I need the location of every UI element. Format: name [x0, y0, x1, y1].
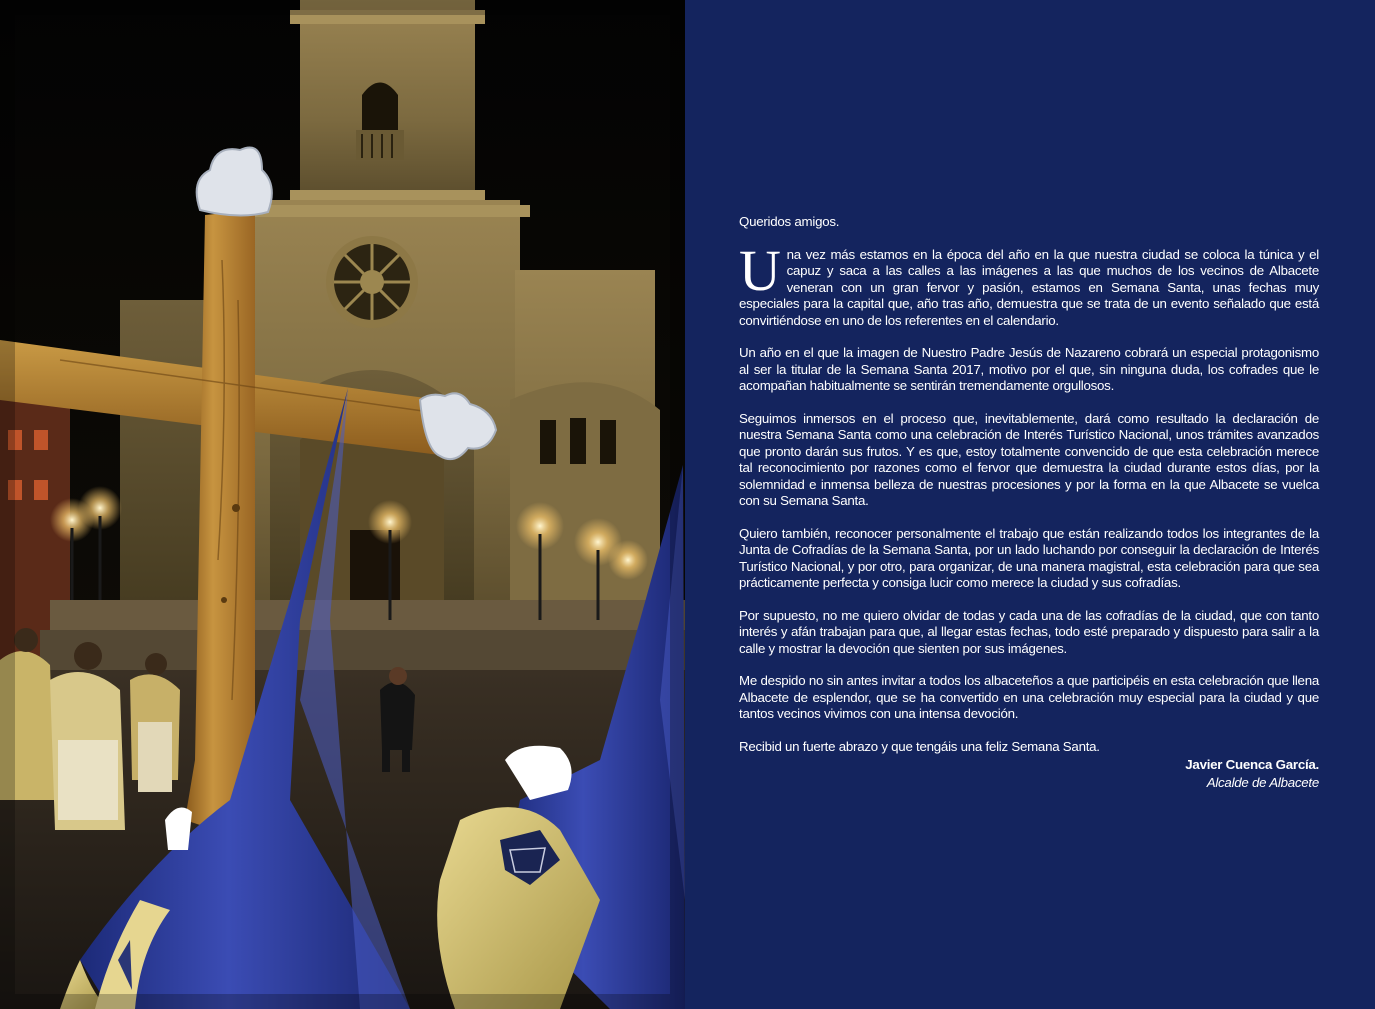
procession-photo [0, 0, 685, 1009]
letter-paragraph-1-text: na vez más estamos en la época del año en la que nuestra ciudad se coloca la túnica y el capuz y saca a las calles a las imágenes a las que muchos de los vecinos de Albacete veneran con un gran fervor y pasión, estamos en Semana Santa, unas fechas muy especiales para la capital que, año tras año, demuestra que se trata de un evento señalado que está convirtiéndose en uno de los referentes en el calendario. [739, 246, 1319, 328]
letter-paragraph-2: Un año en el que la imagen de Nuestro Padre Jesús de Nazareno cobrará un especial protagonismo al ser la titular de la Semana Santa 2017, motivo por el que, sin ninguna duda, los cofrades que le acompañan habitualmente se sentirán tremendamente orgullosos. [739, 345, 1319, 393]
letter-paragraph-3: Seguimos inmersos en el proceso que, inevitablemente, dará como resultado la declaración de nuestra Semana Santa como una celebración de Interés Turístico Nacional, unos trámites avanzados que pronto darán sus frutos. Y es que, estoy totalmente convencido de que esta celebración merece tal reconocimiento por razones como el fervor que demuestra la ciudad durante estos días, por la solemnidad e inmensa belleza de nuestras procesiones y por la forma en la que Albacete se vuelca con su Semana Santa. [739, 410, 1319, 508]
letter-page [685, 0, 1375, 1009]
letter-paragraph-4: Quiero también, reconocer personalmente el trabajo que están realizando todos los integrantes de la Junta de Cofradías de la Semana Santa, por un lado luchando por conseguir la declaración de Interés Turístico Nacional, y por otro, para organizar, de una manera magistral, esta celebración para que sea prácticamente perfecta y consiga lucir como merece la ciudad y sus cofradías. [739, 525, 1319, 590]
letter-paragraph-1 [739, 237, 1319, 330]
letter-paragraph-5: Por supuesto, no me quiero olvidar de todas y cada una de las cofradías de la ciudad, que con tanto interés y afán trabajan para que, al llegar estas fechas, todo esté preparado y dispuesto para salir a la calle y mostrar la devoción que sienten por sus imágenes. [739, 607, 1319, 656]
signature-name: Javier Cuenca García. [1185, 757, 1319, 772]
letter-greeting: Queridos amigos. [739, 214, 840, 229]
drop-cap: U [739, 237, 781, 303]
letter-paragraph-6: Me despido no sin antes invitar a todos los albaceteños a que participéis en esta celebración que llena Albacete de esplendor, que se ha convertido en una celebración muy especial para la ciudad y que tantos vecinos vivimos con una intensa devoción. [739, 673, 1319, 721]
cathedral-tower [290, 0, 485, 204]
mayor-letter [739, 214, 1319, 792]
letter-closing: Recibid un fuerte abrazo y que tengáis una feliz Semana Santa. [739, 738, 1100, 754]
procession-photo-illustration [0, 0, 685, 1009]
signature-role: Alcalde de Albacete [1206, 775, 1319, 790]
